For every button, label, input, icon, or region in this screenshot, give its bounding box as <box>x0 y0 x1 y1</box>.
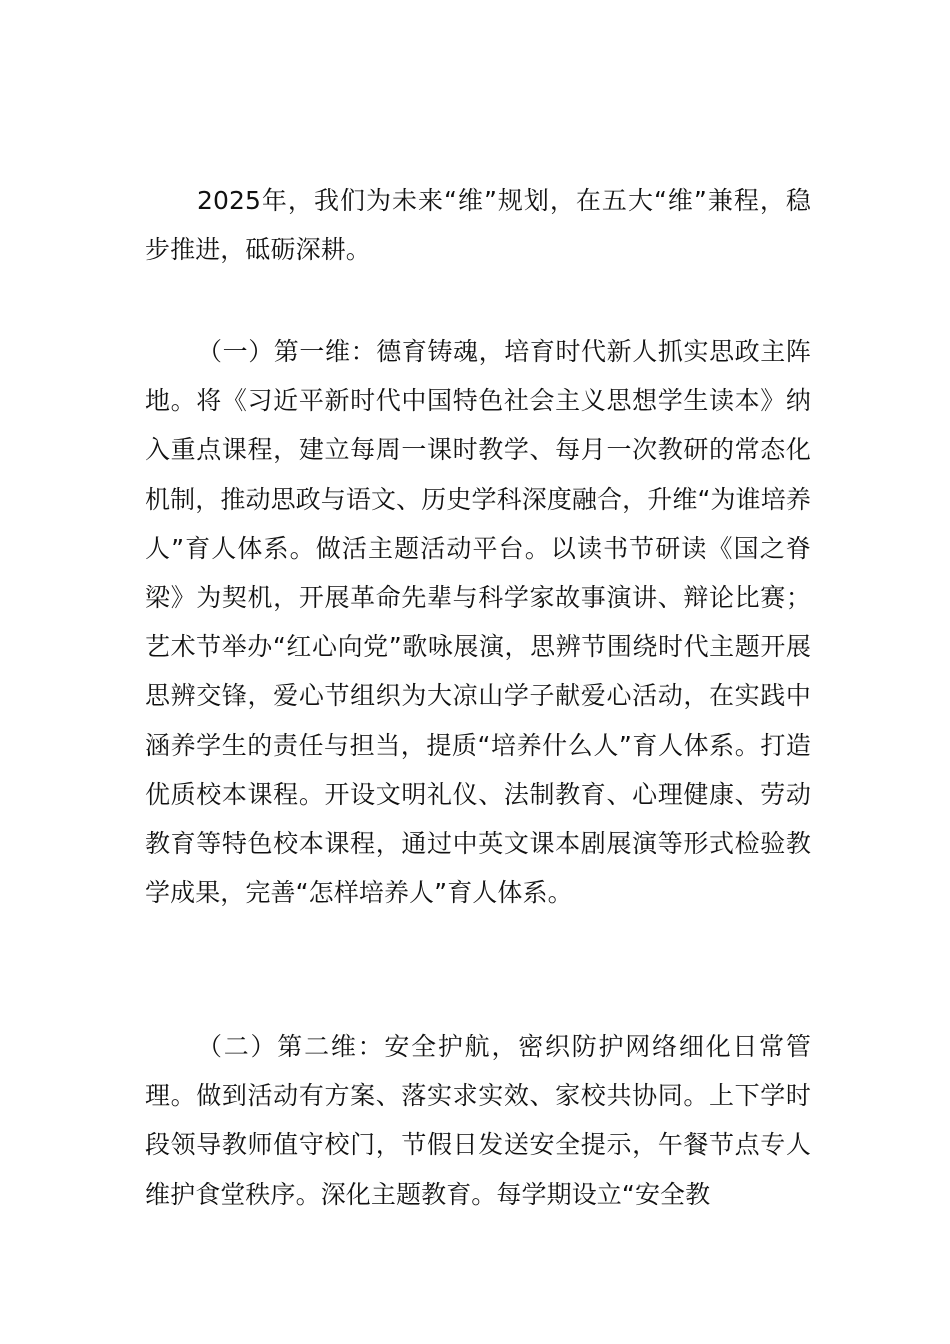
paragraph-intro: 2025年，我们为未来“维”规划，在五大“维”兼程，稳步推进，砥砺深耕。 <box>145 186 811 265</box>
paragraph-section-two: （二）第二维：安全护航，密织防护网络细化日常管理。做到活动有方案、落实求实效、家校共协同。上下学时段领导教师值守校门，节假日发送安全提示，午餐节点专人维护食堂秩序。深化主题教育。每学期设立“安全教 <box>145 1032 811 1209</box>
paragraph-section-one: （一）第一维：德育铸魂，培育时代新人抓实思政主阵地。将《习近平新时代中国特色社会主义思想学生读本》纳入重点课程，建立每周一课时教学、每月一次教研的常态化机制，推动思政与语文、历史学科深度融合，升维“为谁培养人”育人体系。做活主题活动平台。以读书节研读《国之脊梁》为契机，开展革命先辈与科学家故事演讲、辩论比赛；艺术节举办“红心向党”歌咏展演，思辨节围绕时代主题开展思辨交锋，爱心节组织为大凉山学子献爱心活动，在实践中涵养学生的责任与担当，提质“培养什么人”育人体系。打造优质校本课程。开设文明礼仪、法制教育、心理健康、劳动教育等特色校本课程，通过中英文课本剧展演等形式检验教学成果，完善“怎样培养人”育人体系。 <box>145 337 811 908</box>
